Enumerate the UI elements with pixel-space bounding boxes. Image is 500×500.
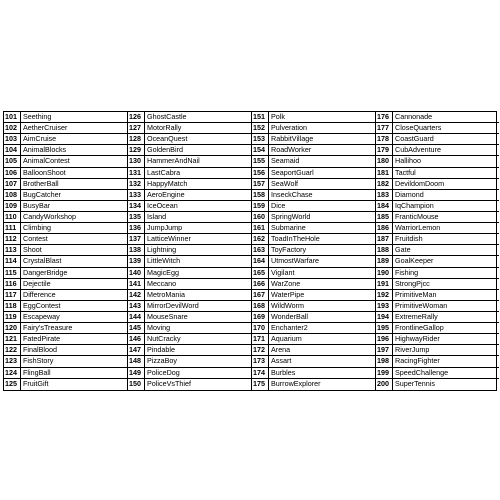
game-name: EggContest — [21, 301, 127, 312]
row-number: 153 — [252, 134, 268, 145]
number-column — [376, 112, 393, 390]
game-name: AnimalBlocks — [21, 145, 127, 156]
name-column — [393, 112, 499, 390]
game-name: SpringWorld — [269, 212, 375, 223]
game-name: WonderBall — [269, 312, 375, 323]
row-number: 132 — [128, 179, 144, 190]
row-number: 182 — [376, 179, 392, 190]
game-name: RiverJump — [393, 345, 499, 356]
game-name: Lightning — [145, 245, 251, 256]
row-number: 101 — [4, 112, 20, 123]
row-number: 137 — [128, 234, 144, 245]
row-number: 198 — [376, 356, 392, 367]
game-name: MagicEgg — [145, 268, 251, 279]
row-number: 187 — [376, 234, 392, 245]
game-name: GoalKeeper — [393, 256, 499, 267]
row-number: 126 — [128, 112, 144, 123]
game-name: IceOcean — [145, 201, 251, 212]
row-number: 185 — [376, 212, 392, 223]
game-name: UtmostWarfare — [269, 256, 375, 267]
row-number: 134 — [128, 201, 144, 212]
game-name: CandyWorkshop — [21, 212, 127, 223]
game-name: HammerAndNail — [145, 156, 251, 167]
row-number: 130 — [128, 156, 144, 167]
row-number: 176 — [376, 112, 392, 123]
row-number: 200 — [377, 378, 389, 388]
game-name: BrotherBall — [21, 179, 127, 190]
game-name: LittleWitch — [145, 256, 251, 267]
game-name: CoastGuard — [393, 134, 499, 145]
row-number: 173 — [252, 356, 268, 367]
row-number: 121 — [4, 334, 20, 345]
game-name: BurrowExplorer — [271, 378, 321, 388]
game-name: NutCracky — [145, 334, 251, 345]
game-name: Aquarium — [269, 334, 375, 345]
row-number: 158 — [252, 190, 268, 201]
game-name: Seething — [21, 112, 127, 123]
row-number: 197 — [376, 345, 392, 356]
game-name: Fruitdish — [393, 234, 499, 245]
row-number: 179 — [376, 145, 392, 156]
row-number: 122 — [4, 345, 20, 356]
row-number: 152 — [252, 123, 268, 134]
row-number: 160 — [252, 212, 268, 223]
game-name: CrystalBlast — [21, 256, 127, 267]
row-number: 131 — [128, 168, 144, 179]
game-name: IqChampion — [393, 201, 499, 212]
row-number: 199 — [376, 368, 392, 379]
row-number: 114 — [4, 256, 20, 267]
game-name: DevildomDoom — [393, 179, 499, 190]
game-name: Seamaid — [269, 156, 375, 167]
row-number: 145 — [128, 323, 144, 334]
game-name: BalloonShoot — [21, 168, 127, 179]
game-name: Arena — [269, 345, 375, 356]
game-name: Contest — [21, 234, 127, 245]
row-number: 125 — [5, 378, 17, 388]
game-name: WarZone — [269, 279, 375, 290]
column-group-1 — [4, 112, 128, 390]
name-column — [145, 112, 251, 390]
name-column — [21, 112, 127, 390]
row-number: 195 — [376, 323, 392, 334]
game-name: RoadWorker — [269, 145, 375, 156]
game-name: Moving — [145, 323, 251, 334]
row-number: 189 — [376, 256, 392, 267]
game-name: BugCatcher — [21, 190, 127, 201]
game-name: Escapeway — [21, 312, 127, 323]
column-group-4 — [376, 112, 499, 390]
game-name: Dice — [269, 201, 375, 212]
row-number: 148 — [128, 356, 144, 367]
row-number: 135 — [128, 212, 144, 223]
game-name: StrongPjcc — [393, 279, 499, 290]
row-number: 174 — [252, 368, 268, 379]
number-column — [128, 112, 145, 390]
game-name: Island — [145, 212, 251, 223]
row-number: 112 — [4, 234, 20, 245]
game-name: LastCabra — [145, 168, 251, 179]
game-name: Hallihoo — [393, 156, 499, 167]
row-number: 162 — [252, 234, 268, 245]
game-name: FlingBall — [21, 368, 127, 379]
row-number: 119 — [4, 312, 20, 323]
game-name: Enchanter2 — [269, 323, 375, 334]
row-number: 169 — [252, 312, 268, 323]
row-number: 175 — [253, 378, 265, 388]
row-number: 190 — [376, 268, 392, 279]
name-column — [269, 112, 375, 390]
game-name: JumpJump — [145, 223, 251, 234]
game-name: Pindable — [145, 345, 251, 356]
game-name: HappyMatch — [145, 179, 251, 190]
row-number: 168 — [252, 301, 268, 312]
game-name: FruitGift — [23, 378, 49, 388]
row-number: 140 — [128, 268, 144, 279]
row-number: 186 — [376, 223, 392, 234]
row-number: 111 — [4, 223, 20, 234]
game-name: Submarine — [269, 223, 375, 234]
game-name: Meccano — [145, 279, 251, 290]
row-number: 151 — [252, 112, 268, 123]
game-name: Pulveration — [269, 123, 375, 134]
game-name: RacingFighter — [393, 356, 499, 367]
game-name: SpeedChallenge — [393, 368, 499, 379]
game-name: WarriorLemon — [393, 223, 499, 234]
game-name: HighwayRider — [393, 334, 499, 345]
row-number: 164 — [252, 256, 268, 267]
row-number: 155 — [252, 156, 268, 167]
game-name: Cannonade — [393, 112, 499, 123]
game-name: DangerBridge — [21, 268, 127, 279]
game-name: GoldenBird — [145, 145, 251, 156]
game-list-table — [3, 111, 497, 391]
row-number: 163 — [252, 245, 268, 256]
row-number: 115 — [4, 268, 20, 279]
game-name: CubAdventure — [393, 145, 499, 156]
row-number: 124 — [4, 368, 20, 379]
row-number: 142 — [128, 290, 144, 301]
row-number: 149 — [128, 368, 144, 379]
row-number: 146 — [128, 334, 144, 345]
game-name: WildWorm — [269, 301, 375, 312]
game-name: ToyFactory — [269, 245, 375, 256]
row-number: 183 — [376, 190, 392, 201]
row-number: 154 — [252, 145, 268, 156]
game-name: OceanQuest — [145, 134, 251, 145]
row-number: 136 — [128, 223, 144, 234]
row-number: 102 — [4, 123, 20, 134]
game-name: Assart — [269, 356, 375, 367]
game-name: InseckChase — [269, 190, 375, 201]
game-name: Climbing — [21, 223, 127, 234]
game-name: FishStory — [21, 356, 127, 367]
row-number: 165 — [252, 268, 268, 279]
game-name: FinalBlood — [21, 345, 127, 356]
row-number: 120 — [4, 323, 20, 334]
row-number: 191 — [376, 279, 392, 290]
game-name: FatedPirate — [21, 334, 127, 345]
game-name: ToadInTheHole — [269, 234, 375, 245]
row-number: 194 — [376, 312, 392, 323]
game-name: SeaportGuarl — [269, 168, 375, 179]
row-number: 171 — [252, 334, 268, 345]
row-number: 133 — [128, 190, 144, 201]
row-number: 113 — [4, 245, 20, 256]
game-name: PrimitiveWoman — [393, 301, 499, 312]
row-number: 110 — [4, 212, 20, 223]
row-number: 193 — [376, 301, 392, 312]
row-number: 128 — [128, 134, 144, 145]
game-name: Difference — [21, 290, 127, 301]
row-number: 138 — [128, 245, 144, 256]
row-number: 184 — [376, 201, 392, 212]
row-number: 180 — [376, 156, 392, 167]
row-number: 106 — [4, 168, 20, 179]
row-number: 103 — [4, 134, 20, 145]
game-name: Fishing — [393, 268, 499, 279]
row-number: 127 — [128, 123, 144, 134]
game-name: MetroMania — [145, 290, 251, 301]
game-name: WaterPipe — [269, 290, 375, 301]
game-name: Fairy'sTreasure — [21, 323, 127, 334]
game-name: LatticeWinner — [145, 234, 251, 245]
column-group-2 — [128, 112, 252, 390]
row-number: 129 — [128, 145, 144, 156]
game-name: RabbitVillage — [269, 134, 375, 145]
game-name: Dejectile — [21, 279, 127, 290]
game-name: CloseQuarters — [393, 123, 499, 134]
game-name: MirrorDevilWord — [145, 301, 251, 312]
game-name: Tactful — [393, 168, 499, 179]
row-number: 161 — [252, 223, 268, 234]
number-column — [4, 112, 21, 390]
row-number: 159 — [252, 201, 268, 212]
game-name: PrimitiveMan — [393, 290, 499, 301]
game-name: BusyBar — [21, 201, 127, 212]
game-name: SuperTennis — [395, 378, 435, 388]
game-name: AimCruise — [21, 134, 127, 145]
row-number: 118 — [4, 301, 20, 312]
game-name: PoliceVsThief — [147, 378, 191, 388]
row-number: 147 — [128, 345, 144, 356]
row-number: 144 — [128, 312, 144, 323]
game-name: Gate — [393, 245, 499, 256]
row-number: 188 — [376, 245, 392, 256]
row-number: 117 — [4, 290, 20, 301]
game-name: PizzaBoy — [145, 356, 251, 367]
row-number: 143 — [128, 301, 144, 312]
row-number: 192 — [376, 290, 392, 301]
game-name: AnimalContest — [21, 156, 127, 167]
game-name: MouseSnare — [145, 312, 251, 323]
row-number: 166 — [252, 279, 268, 290]
row-number: 116 — [4, 279, 20, 290]
game-name: Polk — [269, 112, 375, 123]
column-group-3 — [252, 112, 376, 390]
row-number: 139 — [128, 256, 144, 267]
row-number: 109 — [4, 201, 20, 212]
game-name: FrontlineGallop — [393, 323, 499, 334]
row-number: 177 — [376, 123, 392, 134]
game-name: SeaWolf — [269, 179, 375, 190]
row-number: 181 — [376, 168, 392, 179]
row-number: 157 — [252, 179, 268, 190]
game-name: FranticMouse — [393, 212, 499, 223]
row-number: 178 — [376, 134, 392, 145]
game-name: GhostCastle — [145, 112, 251, 123]
row-number: 104 — [4, 145, 20, 156]
game-name: Vigilant — [269, 268, 375, 279]
row-number: 172 — [252, 345, 268, 356]
game-name: PoliceDog — [145, 368, 251, 379]
game-name: ExtremeRally — [393, 312, 499, 323]
row-number: 196 — [376, 334, 392, 345]
row-number: 141 — [128, 279, 144, 290]
row-number: 167 — [252, 290, 268, 301]
game-name: MotorRally — [145, 123, 251, 134]
row-number: 108 — [4, 190, 20, 201]
game-name: Burbles — [269, 368, 375, 379]
number-column — [252, 112, 269, 390]
game-name: AeroEngine — [145, 190, 251, 201]
game-name: Diamond — [393, 190, 499, 201]
game-name: AetherCruiser — [21, 123, 127, 134]
row-number: 105 — [4, 156, 20, 167]
row-number: 107 — [4, 179, 20, 190]
row-number: 150 — [129, 378, 141, 388]
row-number: 156 — [252, 168, 268, 179]
row-number: 123 — [4, 356, 20, 367]
row-number: 170 — [252, 323, 268, 334]
game-name: Shoot — [21, 245, 127, 256]
